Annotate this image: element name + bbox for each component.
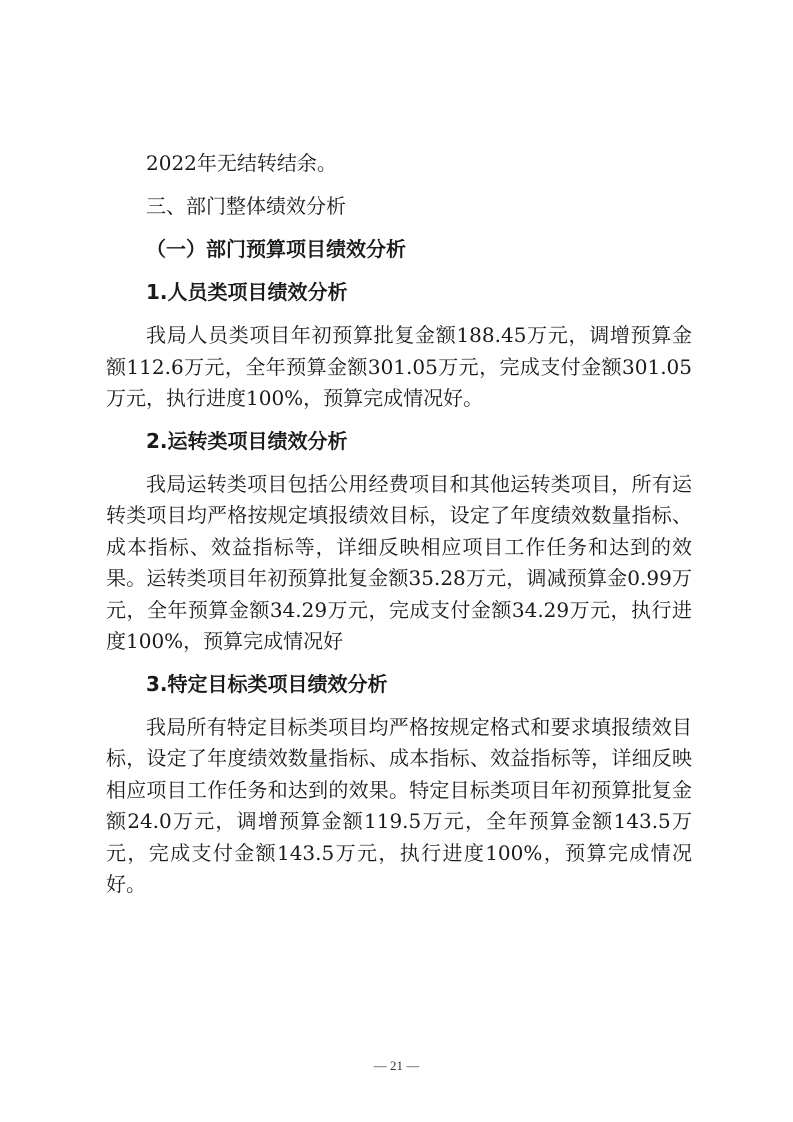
carryover-line: 2022年无结转结余。 <box>146 151 337 175</box>
item-1-heading: 1.人员类项目绩效分析 <box>146 280 348 304</box>
subsection-1-heading: （一）部门预算项目绩效分析 <box>146 237 406 261</box>
item-3-paragraph: 我局所有特定目标类项目均严格按规定格式和要求填报绩效目标，设定了年度绩效数量指标、成本指标、效益指标等，详细反映相应项目工作任务和达到的效果。特定目标类项目年初预算批复金额24.0万元，调增预算金额119.5万元，全年预算金额143.5万元，完成支付金额143.5万元，执行进度100%，预算完成情况好。 <box>106 714 692 896</box>
item-2-paragraph: 我局运转类项目包括公用经费项目和其他运转类项目，所有运转类项目均严格按规定填报绩效目标，设定了年度绩效数量指标、成本指标、效益指标等，详细反映相应项目工作任务和达到的效果。运转类项目年初预算批复金额35.28万元，调减预算金0.99万元，全年预算金额34.29万元，完成支付金额34.29万元，执行进度100%，预算完成情况好 <box>106 471 692 653</box>
item-3-heading: 3.特定目标类项目绩效分析 <box>146 671 388 696</box>
section-3-heading: 三、部门整体绩效分析 <box>146 194 346 218</box>
item-1-paragraph: 我局人员类项目年初预算批复金额188.45万元，调增预算金额112.6万元，全年预算金额301.05万元，完成支付金额301.05万元，执行进度100%，预算完成情况好。 <box>106 323 692 410</box>
document-body <box>106 148 692 912</box>
item-2-heading: 2.运转类项目绩效分析 <box>146 428 348 453</box>
page-number: — 21 — <box>373 1058 420 1073</box>
